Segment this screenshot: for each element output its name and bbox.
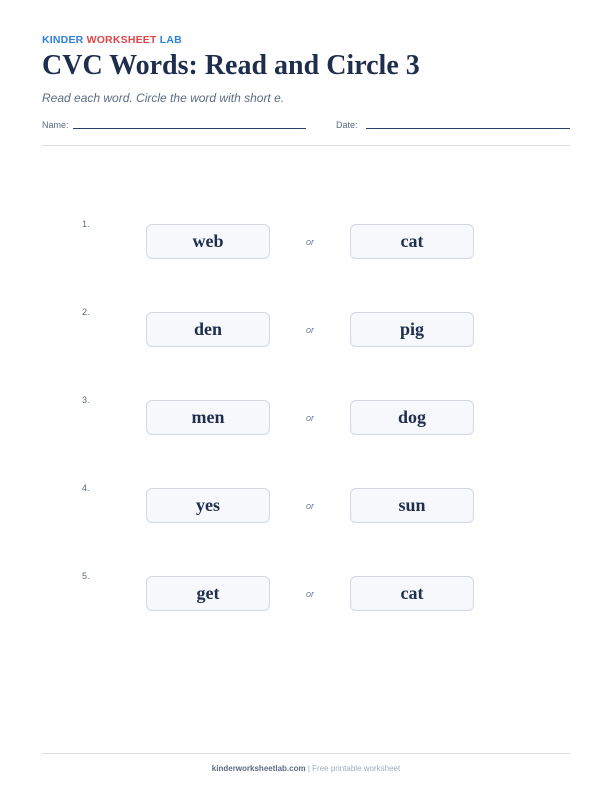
or-separator: or [305, 501, 314, 511]
footer-divider [42, 753, 570, 754]
header-divider [42, 145, 570, 146]
word-choice-left[interactable]: get [146, 576, 270, 611]
date-label: Date: [336, 120, 358, 130]
word-choice-right[interactable]: cat [350, 576, 474, 611]
or-separator: or [305, 237, 314, 247]
brand-part-kinder: KINDER [42, 34, 84, 46]
name-line[interactable] [73, 128, 306, 129]
item-number: 4. [82, 483, 90, 493]
item-number: 1. [82, 219, 90, 229]
word-choice-right[interactable]: sun [350, 488, 474, 523]
word-choice-left[interactable]: web [146, 224, 270, 259]
instructions: Read each word. Circle the word with short e. [42, 91, 285, 105]
footer [0, 764, 612, 773]
footer-divider-glyph: | [307, 764, 310, 773]
word-choice-right[interactable]: cat [350, 224, 474, 259]
word-choice-right[interactable]: dog [350, 400, 474, 435]
footer-site: kinderworksheetlab.com [211, 764, 306, 773]
or-separator: or [305, 325, 314, 335]
item-number: 2. [82, 307, 90, 317]
brand-logo [42, 34, 182, 46]
brand-part-worksheet: WORKSHEET [86, 34, 157, 46]
date-line[interactable] [366, 128, 570, 129]
word-choice-left[interactable]: yes [146, 488, 270, 523]
brand-part-lab: LAB [159, 34, 182, 46]
word-choice-left[interactable]: den [146, 312, 270, 347]
word-choice-left[interactable]: men [146, 400, 270, 435]
word-choice-right[interactable]: pig [350, 312, 474, 347]
or-separator: or [305, 413, 314, 423]
name-label: Name: [42, 120, 69, 130]
item-number: 3. [82, 395, 90, 405]
footer-note: Free printable worksheet [312, 764, 401, 773]
worksheet-title: CVC Words: Read and Circle 3 [42, 50, 420, 81]
item-number: 5. [82, 571, 90, 581]
or-separator: or [305, 589, 314, 599]
